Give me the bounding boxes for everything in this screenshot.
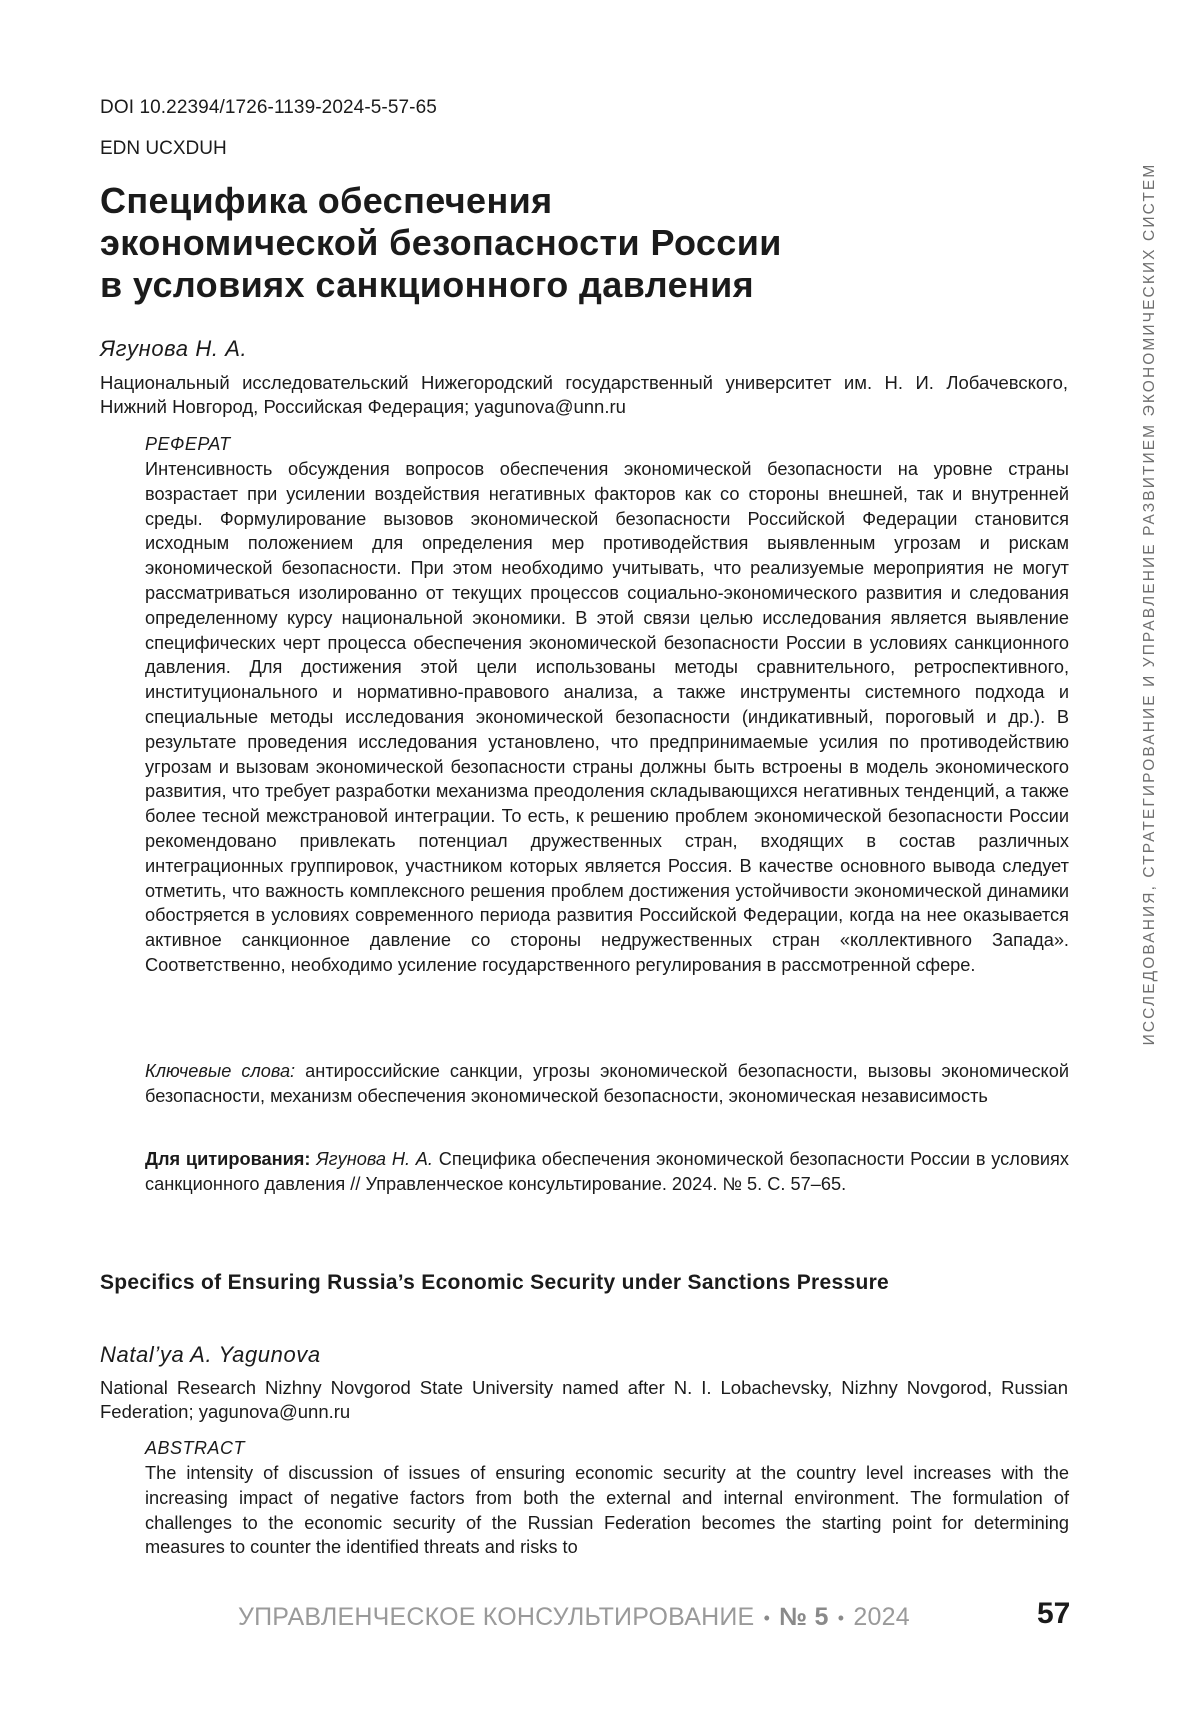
journal-year: 2024 <box>853 1603 910 1631</box>
article-title-en: Specifics of Ensuring Russia’s Economic Security under Sanctions Pressure <box>100 1271 890 1294</box>
issue-number: № 5 <box>779 1603 829 1631</box>
citation-text: Специфика обеспечения экономической безопасности России в условиях санкционного давления // Управленческое консультирование. 2024. № 5. С. 57–65. <box>145 1149 1069 1194</box>
title-line: экономической безопасности России <box>100 222 782 263</box>
doi-line: DOI 10.22394/1726-1139-2024-5-57-65 <box>100 97 437 118</box>
abstract-heading-en: ABSTRACT <box>145 1438 246 1458</box>
section-label-text: ИССЛЕДОВАНИЯ, СТРАТЕГИРОВАНИЕ И УПРАВЛЕНИЕ РАЗВИТИЕМ ЭКОНОМИЧЕСКИХ СИСТЕМ <box>1141 162 1158 1046</box>
page-number: 57 <box>1037 1597 1071 1630</box>
keywords-label: Ключевые слова: <box>145 1061 296 1081</box>
edn-line: EDN UCXDUH <box>100 138 227 159</box>
article-title-ru <box>100 180 960 306</box>
separator-dot-icon: • <box>763 1607 771 1628</box>
citation-ru <box>145 1147 1069 1197</box>
abstract-text-en: The intensity of discussion of issues of ensuring economic security at the country level increases with the increasing impact of negative factors from both the external and internal environment. The formulation of challenges to the economic security of the Russian Federation becomes the starting point for determining measures to counter the identified threats and risks to <box>145 1463 1069 1558</box>
citation-author: Ягунова Н. А. <box>316 1149 433 1169</box>
keywords-text: антироссийские санкции, угрозы экономической безопасности, вызовы экономической безопасности, механизм обеспечения экономической безопасности, экономическая независимость <box>145 1061 1069 1106</box>
vertical-section-label <box>1137 98 1163 1110</box>
journal-name: УПРАВЛЕНЧЕСКОЕ КОНСУЛЬТИРОВАНИЕ <box>238 1603 755 1631</box>
author-name-ru: Ягунова Н. А. <box>100 336 248 361</box>
citation-label: Для цитирования: <box>145 1149 311 1169</box>
separator-dot-icon: • <box>837 1607 845 1628</box>
title-line: Специфика обеспечения <box>100 180 553 221</box>
affiliation-ru: Национальный исследовательский Нижегородский государственный университет им. Н. И. Лобачевского, Нижний Новгород, Российская Федерация; yagunova@unn.ru <box>100 372 1068 417</box>
title-line: в условиях санкционного давления <box>100 264 755 305</box>
keywords-ru <box>145 1059 1069 1109</box>
author-name-en: Natal’ya A. Yagunova <box>100 1342 321 1367</box>
abstract-heading-ru: РЕФЕРАТ <box>145 434 231 454</box>
footer-journal <box>238 1603 910 1632</box>
abstract-text-ru: Интенсивность обсуждения вопросов обеспечения экономической безопасности на уровне страны возрастает при усилении воздействия негативных факторов как со стороны внешней, так и внутренней среды. Формулирование вызовов экономической безопасности Российской Федерации становится исходным положением для определения мер противодействия выявленным угрозам и рискам экономической безопасности. При этом необходимо учитывать, что реализуемые мероприятия не могут рассматриваться изолированно от текущих процессов социально-экономического развития и следования определенному курсу национальной экономики. В этой связи целью исследования является выявление специфических черт процесса обеспечения экономической безопасности России в условиях санкционного давления. Для достижения этой цели использованы методы сравнительного, ретроспективного, институционального и нормативно-правового анализа, а также инструменты системного подхода и специальные методы исследования экономической безопасности (индикативный, пороговый и др.). В результате проведения исследования установлено, что предпринимаемые усилия по противодействию угрозам и вызовам экономической безопасности страны должны быть встроены в модель экономического развития, что требует разработки механизма преодоления складывающихся негативных тенденций, а также более тесной межстрановой интеграции. То есть, к решению проблем экономической безопасности России рекомендовано привлекать потенциал дружественных стран, входящих в состав различных интеграционных группировок, участником которых является Россия. В качестве основного вывода следует отметить, что важность комплексного решения проблем достижения устойчивости экономической динамики обостряется в условиях современного периода развития Российской Федерации, когда на нее оказывается активное санкционное давление со стороны недружественных стран «коллективного Запада». Соответственно, необходимо усиление государственного регулирования в рассмотренной сфере. <box>145 459 1069 975</box>
affiliation-en: National Research Nizhny Novgorod State University named after N. I. Lobachevsky, Nizhny Novgorod, Russian Federation; yagunova@unn.ru <box>100 1377 1068 1422</box>
